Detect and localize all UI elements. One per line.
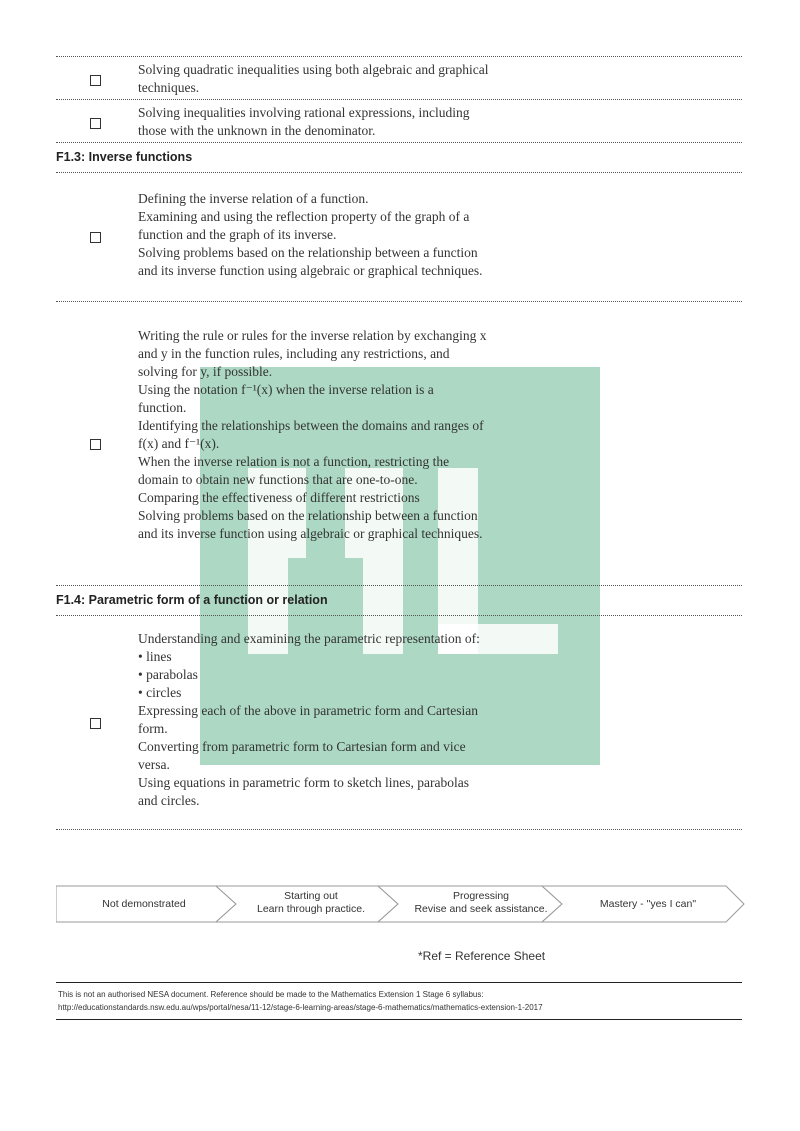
divider xyxy=(56,142,742,143)
outcome-text: Expressing each of the above in parametric form and Cartesian xyxy=(138,703,478,718)
outcome-text: and its inverse function using algebraic or graphical techniques. xyxy=(138,263,483,278)
outcome-text: Understanding and examining the parametric representation of: xyxy=(138,631,480,646)
outcome-text: form. xyxy=(138,721,168,736)
stage-line: Starting out xyxy=(284,890,338,902)
outcome-text: techniques. xyxy=(138,80,200,95)
outcome-row xyxy=(56,630,742,820)
outcome-text: solving for y, if possible. xyxy=(138,364,273,379)
outcome-checkbox[interactable] xyxy=(90,718,101,729)
outcome-text: Solving problems based on the relationship between a function xyxy=(138,508,478,523)
outcome-text: Examining and using the reflection property of the graph of a xyxy=(138,209,470,224)
stage-label xyxy=(406,890,556,916)
section-heading: F1.4: Parametric form of a function or relation xyxy=(56,593,328,607)
outcome-row xyxy=(56,190,742,286)
divider xyxy=(56,301,742,302)
outcome-text: and y in the function rules, including any restrictions, and xyxy=(138,346,450,361)
outcome-text: Solving inequalities involving rational expressions, including xyxy=(138,105,470,120)
outcome-text: function. xyxy=(138,400,187,415)
outcome-text: Writing the rule or rules for the inverse relation by exchanging x xyxy=(138,328,487,343)
outcome-text: f(x) and f⁻¹(x). xyxy=(138,436,220,451)
divider xyxy=(56,172,742,173)
stage-line: Mastery - "yes I can" xyxy=(599,898,697,910)
divider xyxy=(56,56,742,57)
outcome-row xyxy=(56,327,742,557)
outcome-text: Solving quadratic inequalities using both algebraic and graphical xyxy=(138,62,489,77)
stage-line: Progressing xyxy=(452,890,510,902)
divider xyxy=(56,99,742,100)
outcome-checkbox[interactable] xyxy=(90,75,101,86)
outcome-text: domain to obtain new functions that are one-to-one. xyxy=(138,472,418,487)
outcome-text: Converting from parametric form to Cartesian form and vice xyxy=(138,739,466,754)
outcome-text: and circles. xyxy=(138,793,200,808)
outcome-text: and its inverse function using algebraic or graphical techniques. xyxy=(138,526,483,541)
progress-scale xyxy=(56,884,746,924)
outcome-text: When the inverse relation is not a function, restricting the xyxy=(138,454,450,469)
outcome-checkbox[interactable] xyxy=(90,232,101,243)
outcome-text: versa. xyxy=(138,757,170,772)
stage-line: Not demonstrated xyxy=(102,898,186,910)
outcome-text: • parabolas xyxy=(138,667,198,682)
outcome-checkbox[interactable] xyxy=(90,118,101,129)
stage-label xyxy=(568,898,728,911)
outcome-text: Identifying the relationships between the domains and ranges of xyxy=(138,418,484,433)
stage-label xyxy=(241,890,381,916)
outcome-row xyxy=(56,61,742,97)
divider xyxy=(56,829,742,830)
footer-rule xyxy=(56,1019,742,1020)
stage-line: Revise and seek assistance. xyxy=(414,903,548,915)
outcome-text: Using the notation f⁻¹(x) when the inverse relation is a xyxy=(138,382,434,397)
divider xyxy=(56,615,742,616)
outcome-checkbox[interactable] xyxy=(90,439,101,450)
section-heading: F1.3: Inverse functions xyxy=(56,150,193,164)
outcome-text: Comparing the effectiveness of different restrictions xyxy=(138,490,420,505)
outcome-text: • lines xyxy=(138,649,172,664)
outcome-row xyxy=(56,104,742,140)
outcome-text: function and the graph of its inverse. xyxy=(138,227,337,242)
stage-line: Learn through practice. xyxy=(257,903,365,915)
outcome-text: Using equations in parametric form to sketch lines, parabolas xyxy=(138,775,470,790)
outcome-text: • circles xyxy=(138,685,182,700)
outcome-text: those with the unknown in the denominator. xyxy=(138,123,376,138)
footer-rule xyxy=(56,982,742,983)
footer-url: http://educationstandards.nsw.edu.au/wps/portal/nesa/11-12/stage-6-learning-areas/stage-6-mathematics/mathematics-extension-1-2017 xyxy=(58,1003,543,1012)
stage-label xyxy=(74,898,214,911)
divider xyxy=(56,585,742,586)
outcome-text: Solving problems based on the relationship between a function xyxy=(138,245,478,260)
reference-note: *Ref = Reference Sheet xyxy=(418,949,546,963)
outcome-text: Defining the inverse relation of a function. xyxy=(138,191,369,206)
footer-disclaimer: This is not an authorised NESA document. Reference should be made to the Mathematics Extension 1 Stage 6 syllabus: xyxy=(58,990,484,999)
